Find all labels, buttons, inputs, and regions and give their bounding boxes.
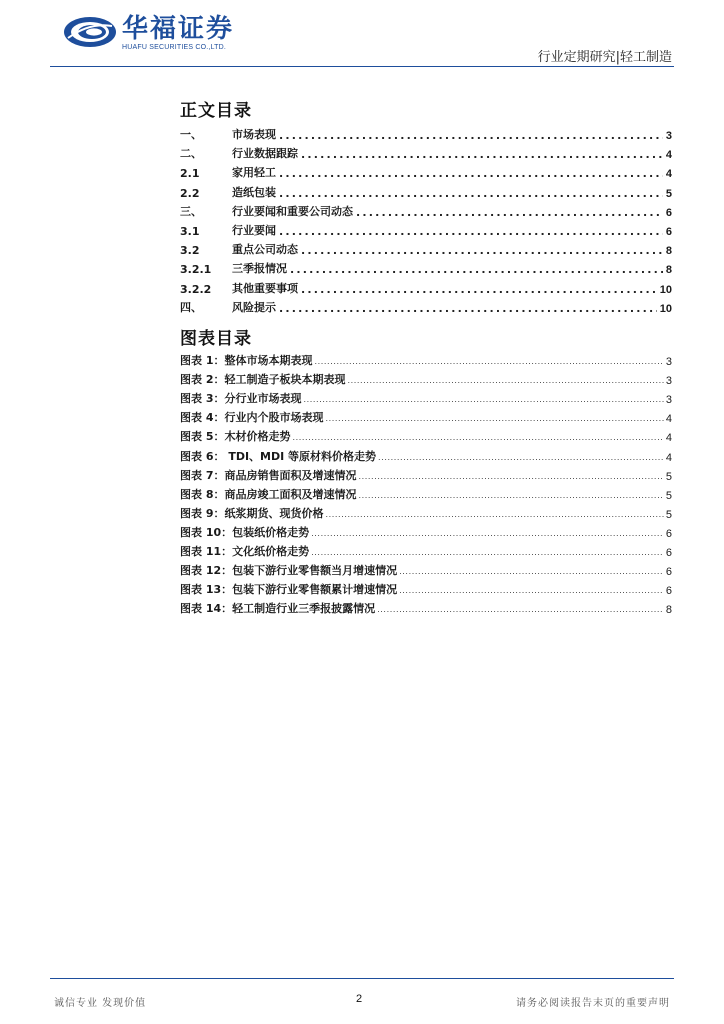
dot-leader (378, 452, 664, 464)
toc-entry-title: 行业数据跟踪 (232, 147, 298, 161)
page-number: 2 (356, 993, 363, 1005)
figure-entry[interactable] (180, 447, 672, 464)
figure-entry[interactable] (180, 523, 672, 540)
figure-entry-label: 图表 2：轻工制造子板块本期表现 (180, 373, 346, 387)
figure-entry-page: 4 (665, 451, 672, 464)
toc-entry-title: 行业要闻和重要公司动态 (232, 204, 353, 218)
toc-entry-title: 三季报情况 (232, 262, 287, 276)
figure-entry-label: 图表 5：木材价格走势 (180, 430, 291, 444)
figure-entry-page: 6 (665, 527, 672, 540)
toc-entry[interactable] (180, 258, 672, 276)
footer-divider (50, 978, 674, 979)
toc-entry-number: 3.1 (180, 225, 200, 238)
dot-leader (358, 471, 663, 483)
figure-entry-label: 图表 12：包装下游行业零售额当月增速情况 (180, 564, 398, 578)
figure-entry-page: 6 (665, 585, 672, 598)
toc-entry-number: 2.1 (180, 167, 200, 181)
dot-leader (301, 148, 663, 161)
figure-entry-page: 5 (665, 508, 672, 521)
toc-entry[interactable] (180, 239, 672, 257)
toc-entry-number: 3.2.1 (180, 263, 212, 277)
toc-entry[interactable] (180, 143, 672, 161)
dot-leader (290, 263, 663, 276)
figure-entry[interactable] (180, 580, 672, 597)
toc-entry-page: 3 (665, 130, 672, 142)
dot-leader (347, 375, 663, 387)
toc-entry[interactable] (180, 278, 672, 296)
dot-leader (399, 585, 664, 597)
figure-entry-label: 图表 1：整体市场本期表现 (180, 354, 313, 367)
toc-entry-page: 10 (659, 283, 672, 296)
toc-entry-title: 风险提示 (232, 300, 276, 314)
toc-entry-page: 10 (659, 302, 672, 315)
dot-leader (292, 432, 663, 444)
header-divider (50, 66, 674, 67)
figure-entry[interactable] (180, 561, 672, 578)
toc-entry-number: 2.2 (180, 186, 200, 200)
dot-leader (279, 129, 663, 142)
figure-entry-label: 图表 10：包装纸价格走势 (180, 525, 310, 539)
toc-entry[interactable] (180, 297, 672, 315)
figure-entry[interactable] (180, 389, 672, 406)
toc-entry-title: 造纸包装 (232, 185, 276, 199)
report-category: 行业定期研究|轻工制造 (537, 50, 672, 65)
toc-entry-page: 8 (665, 245, 672, 258)
footer-slogan: 诚信专业 发现价值 (54, 998, 147, 1009)
logo-chinese-name: 华福证券 (122, 14, 235, 44)
figure-entry-label: 图表 3：分行业市场表现 (180, 392, 302, 406)
dot-leader (311, 547, 664, 559)
figure-entry-page: 4 (665, 432, 672, 445)
toc-entry-page: 6 (665, 206, 672, 219)
figure-entry-page: 6 (665, 566, 672, 579)
dot-leader (301, 283, 657, 296)
toc-entry-number: 3.2.2 (180, 282, 212, 296)
figure-entry-label: 图表 9：纸浆期货、现货价格 (180, 506, 324, 520)
dot-leader (358, 490, 663, 502)
figure-entry[interactable] (180, 370, 672, 387)
toc-entry[interactable] (180, 162, 672, 180)
dot-leader (303, 394, 663, 406)
dot-leader (356, 206, 663, 219)
toc-entry-number: 四、 (180, 300, 202, 314)
toc-entry-title: 重点公司动态 (232, 243, 298, 257)
toc-entry-title: 市场表现 (232, 128, 276, 141)
toc-entry-title: 家用轻工 (232, 166, 276, 180)
toc-entry-page: 8 (665, 264, 672, 277)
dot-leader (325, 509, 663, 521)
figure-entry-page: 3 (665, 375, 672, 388)
logo-english-name: HUAFU SECURITIES CO.,LTD. (122, 44, 227, 51)
figure-entry-page: 3 (665, 394, 672, 407)
dot-leader (377, 604, 664, 616)
dot-leader (325, 413, 663, 425)
figure-entry[interactable] (180, 485, 672, 502)
figure-entry[interactable] (180, 542, 672, 559)
figure-entry-page: 8 (665, 604, 672, 617)
footer-disclaimer: 请务必阅读报告末页的重要声明 (516, 998, 670, 1009)
dot-leader (279, 225, 663, 238)
toc-entry-number: 三、 (180, 204, 202, 218)
figure-entry[interactable] (180, 427, 672, 444)
figure-entry-page: 5 (665, 470, 672, 483)
figures-title: 图表目录 (180, 329, 252, 349)
company-logo (62, 14, 234, 51)
figure-entry-page: 4 (665, 413, 672, 426)
figure-entry-label: 图表 11：文化纸价格走势 (180, 545, 310, 558)
toc-entry-page: 4 (665, 168, 672, 181)
figure-entry-page: 5 (665, 489, 672, 502)
figure-entry-label: 图表 14：轻工制造行业三季报披露情况 (180, 602, 376, 616)
dot-leader (279, 167, 663, 180)
figure-entry[interactable] (180, 408, 672, 425)
toc-entry[interactable] (180, 220, 672, 238)
toc-entry[interactable] (180, 124, 672, 142)
figure-entry-label: 图表 13：包装下游行业零售额累计增速情况 (180, 583, 398, 597)
figure-entry[interactable] (180, 504, 672, 521)
dot-leader (279, 187, 663, 200)
figure-entry-label: 图表 8：商品房竣工面积及增速情况 (180, 487, 357, 501)
dot-leader (314, 356, 663, 368)
toc-title: 正文目录 (180, 101, 252, 121)
figure-entry[interactable] (180, 599, 672, 616)
figure-entry[interactable] (180, 351, 672, 368)
figure-entry-label: 图表 7：商品房销售面积及增速情况 (180, 468, 357, 482)
toc-entry-title: 行业要闻 (232, 224, 276, 237)
figure-entry-label: 图表 4：行业内个股市场表现 (180, 411, 324, 425)
huafu-logo-icon (62, 14, 118, 50)
toc-entry-page: 5 (665, 187, 672, 200)
toc-entry-number: 二、 (180, 147, 202, 161)
dot-leader (279, 302, 657, 315)
toc-entry-number: 一、 (180, 128, 202, 141)
figure-entry-label: 图表 6： TDI、MDI 等原材料价格走势 (180, 449, 377, 463)
toc-entry[interactable] (180, 182, 672, 200)
toc-entry-number: 3.2 (180, 244, 200, 258)
toc-entry-page: 6 (665, 226, 672, 238)
dot-leader (301, 244, 663, 257)
toc-entry-page: 4 (665, 149, 672, 162)
dot-leader (311, 528, 664, 540)
toc-entry[interactable] (180, 201, 672, 219)
figure-entry-page: 3 (665, 356, 672, 368)
dot-leader (399, 566, 664, 578)
figure-entry-page: 6 (665, 547, 672, 559)
toc-entry-title: 其他重要事项 (232, 281, 298, 295)
figure-entry[interactable] (180, 466, 672, 483)
